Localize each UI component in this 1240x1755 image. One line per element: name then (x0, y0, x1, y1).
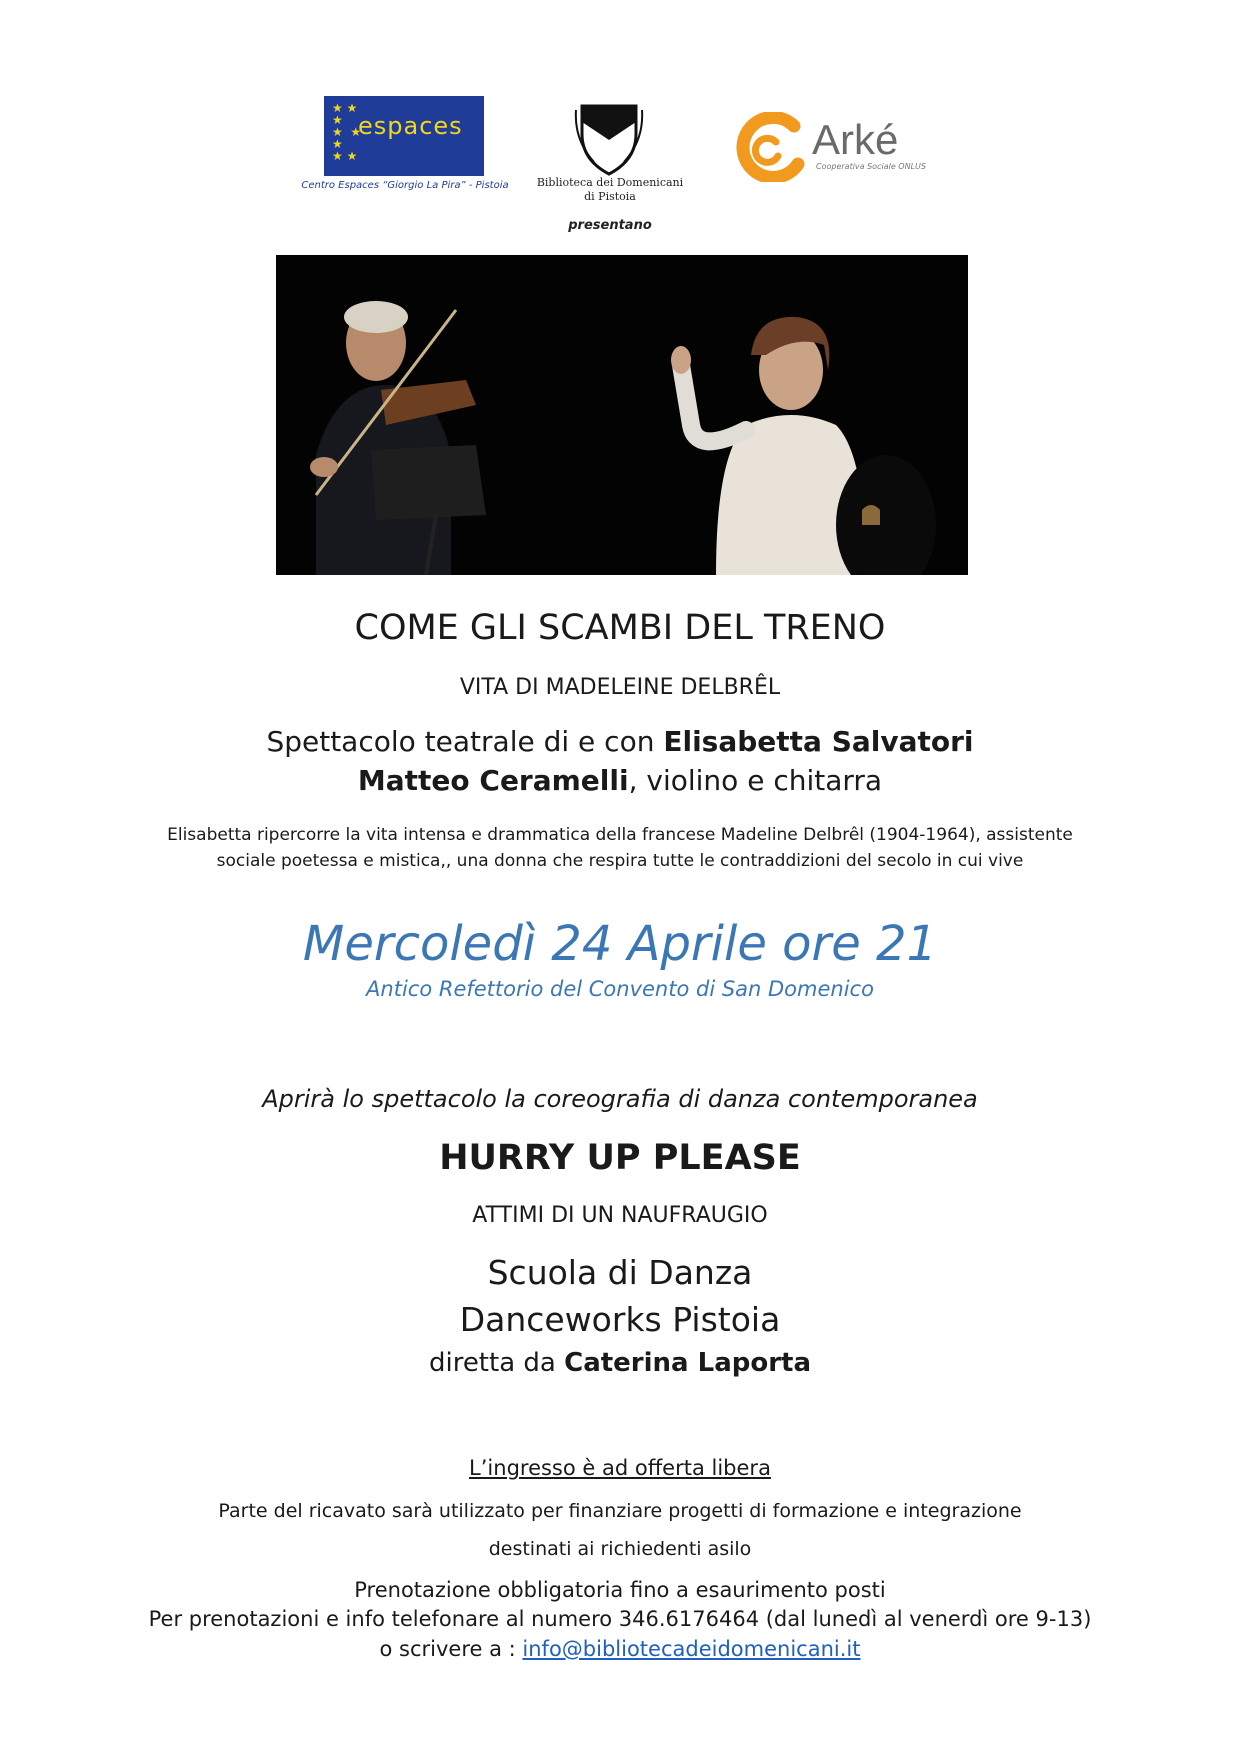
arke-subtitle: Cooperativa Sociale ONLUS (816, 162, 926, 171)
event-date: Mercoledì 24 Aprile ore 21 (302, 916, 938, 972)
school-name-line1: Scuola di Danza (487, 1253, 753, 1292)
library-caption (530, 176, 690, 204)
espaces-logo (324, 96, 484, 176)
performers-photo-illustration (276, 255, 968, 575)
library-caption-line2: di Pistoia (584, 190, 636, 203)
entry-notice: L’ingresso è ad offerta libera (469, 1456, 771, 1480)
booking-notice: Prenotazione obbligatoria fino a esaurimento posti (354, 1578, 886, 1602)
director-name: Caterina Laporta (564, 1348, 812, 1378)
show-credit-prefix: Spettacolo teatrale di e con (266, 725, 664, 758)
eu-stars-icon: ★ ★ ★ ★ ★ ★ ★ ★ (332, 101, 362, 163)
email-link[interactable]: info@bibliotecadeidomenicani.it (522, 1637, 861, 1661)
email-prefix: o scrivere a : (379, 1637, 523, 1661)
espaces-logo-word: espaces (358, 112, 463, 140)
event-venue: Antico Refettorio del Convento di San Domenico (366, 977, 874, 1001)
show-subtitle: VITA DI MADELEINE DELBRÊL (459, 675, 781, 700)
show-musician-role: , violino e chitarra (628, 764, 883, 797)
opening-subtitle: ATTIMI DI UN NAUFRAUGIO (472, 1203, 768, 1228)
opening-intro: Aprirà lo spettacolo la coreografia di danza contemporanea (262, 1085, 978, 1113)
show-credit-name: Elisabetta Salvatori (663, 725, 974, 758)
proceeds-line2: destinati ai richiedenti asilo (488, 1538, 752, 1560)
school-name-line2: Danceworks Pistoia (459, 1300, 781, 1339)
show-musician (0, 764, 1240, 797)
domenicani-crest-icon (574, 100, 644, 176)
director-prefix: diretta da (428, 1348, 565, 1378)
opening-title: HURRY UP PLEASE (439, 1138, 801, 1178)
phone-info: Per prenotazioni e info telefonare al numero 346.6176464 (dal lunedì al venerdì ore 9-13) (148, 1607, 1092, 1631)
arke-swirl-icon (724, 112, 808, 182)
show-description (0, 822, 1240, 874)
email-info (0, 1637, 1240, 1661)
arke-logo-word: Arké (812, 116, 899, 163)
proceeds-line1: Parte del ricavato sarà utilizzato per finanziare progetti di formazione e integrazione (218, 1500, 1022, 1522)
show-credit (0, 725, 1240, 758)
performers-photo (276, 255, 968, 575)
show-description-line1: Elisabetta ripercorre la vita intensa e drammatica della francese Madeline Delbrêl (1904-1964), assistente (167, 825, 1073, 845)
show-title: COME GLI SCAMBI DEL TRENO (354, 608, 886, 648)
opening-director (0, 1348, 1240, 1378)
show-description-line2: sociale poetessa e mistica,, una donna che respira tutte le contraddizioni del secolo in cui vive (216, 851, 1024, 871)
show-musician-name: Matteo Ceramelli (357, 764, 629, 797)
espaces-caption: Centro Espaces “Giorgio La Pira” - Pistoia (301, 180, 509, 191)
presenting-label: presentano (568, 218, 652, 233)
library-caption-line1: Biblioteca dei Domenicani (536, 176, 684, 189)
